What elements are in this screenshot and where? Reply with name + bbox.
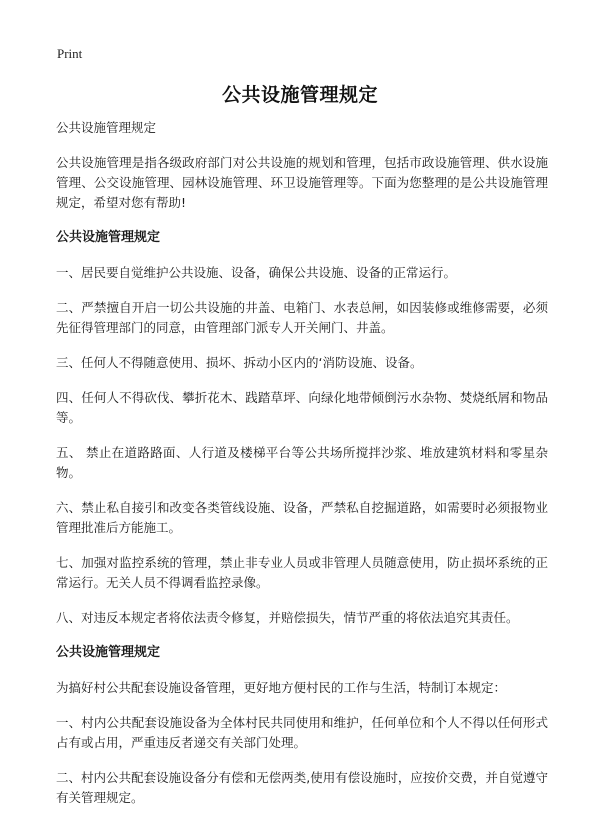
rule-item: 四、任何人不得砍伐、攀折花木、践踏草坪、向绿化地带倾倒污水杂物、焚烧纸屑和物品等。	[56, 390, 548, 425]
rule-item: 七、加强对监控系统的管理，禁止非专业人员或非管理人员随意使用，防止损坏系统的正常运行。无关人员不得调看监控录像。	[56, 555, 548, 590]
rule-item: 六、禁止私自接引和改变各类管线设施、设备，严禁私自挖掘道路，如需要时必须报物业管理批准后方能施工。	[56, 500, 548, 535]
rule-item: 一、村内公共配套设施设备为全体村民共同使用和维护，任何单位和个人不得以任何形式占有或占用，严重违反者递交有关部门处理。	[56, 715, 548, 750]
rule-item: 二、村内公共配套设施设备分有偿和无偿两类,使用有偿设施时，应按价交费，并自觉遵守有关管理规定。	[56, 770, 548, 805]
document-body	[56, 118, 548, 823]
page-title: 公共设施管理规定	[221, 84, 378, 106]
intro-paragraph: 公共设施管理是指各级政府部门对公共设施的规划和管理，包括市政设施管理、供水设施管理、公交设施管理、园林设施管理、环卫设施管理等。下面为您整理的是公共设施管理规定，希望对您有帮助!	[56, 155, 548, 210]
section-heading: 公共设施管理规定	[56, 230, 161, 245]
rule-item: 八、对违反本规定者将依法责令修复，并赔偿损失，情节严重的将依法追究其责任。	[56, 610, 519, 625]
rule-item: 二、严禁擅自开启一切公共设施的井盖、电箱门、水表总闸，如因装修或维修需要，必须先征得管理部门的同意，由管理部门派专人开关闸门、井盖。	[56, 300, 548, 335]
rule-item: 一、居民要自觉维护公共设施、设备，确保公共设施、设备的正常运行。	[56, 265, 457, 280]
print-link[interactable]: Print	[57, 46, 83, 61]
rule-item: 五、 禁止在道路路面、人行道及楼梯平台等公共场所搅拌沙浆、堆放建筑材料和零星杂物。	[56, 445, 548, 480]
rule-item: 三、任何人不得随意使用、损坏、拆动小区内的‘消防设施、设备。	[56, 355, 423, 370]
rule-item: 为搞好村公共配套设施设备管理，更好地方便村民的工作与生活，特制订本规定：	[56, 680, 507, 695]
section-heading: 公共设施管理规定	[56, 645, 161, 660]
doc-subtitle: 公共设施管理规定	[56, 120, 157, 135]
